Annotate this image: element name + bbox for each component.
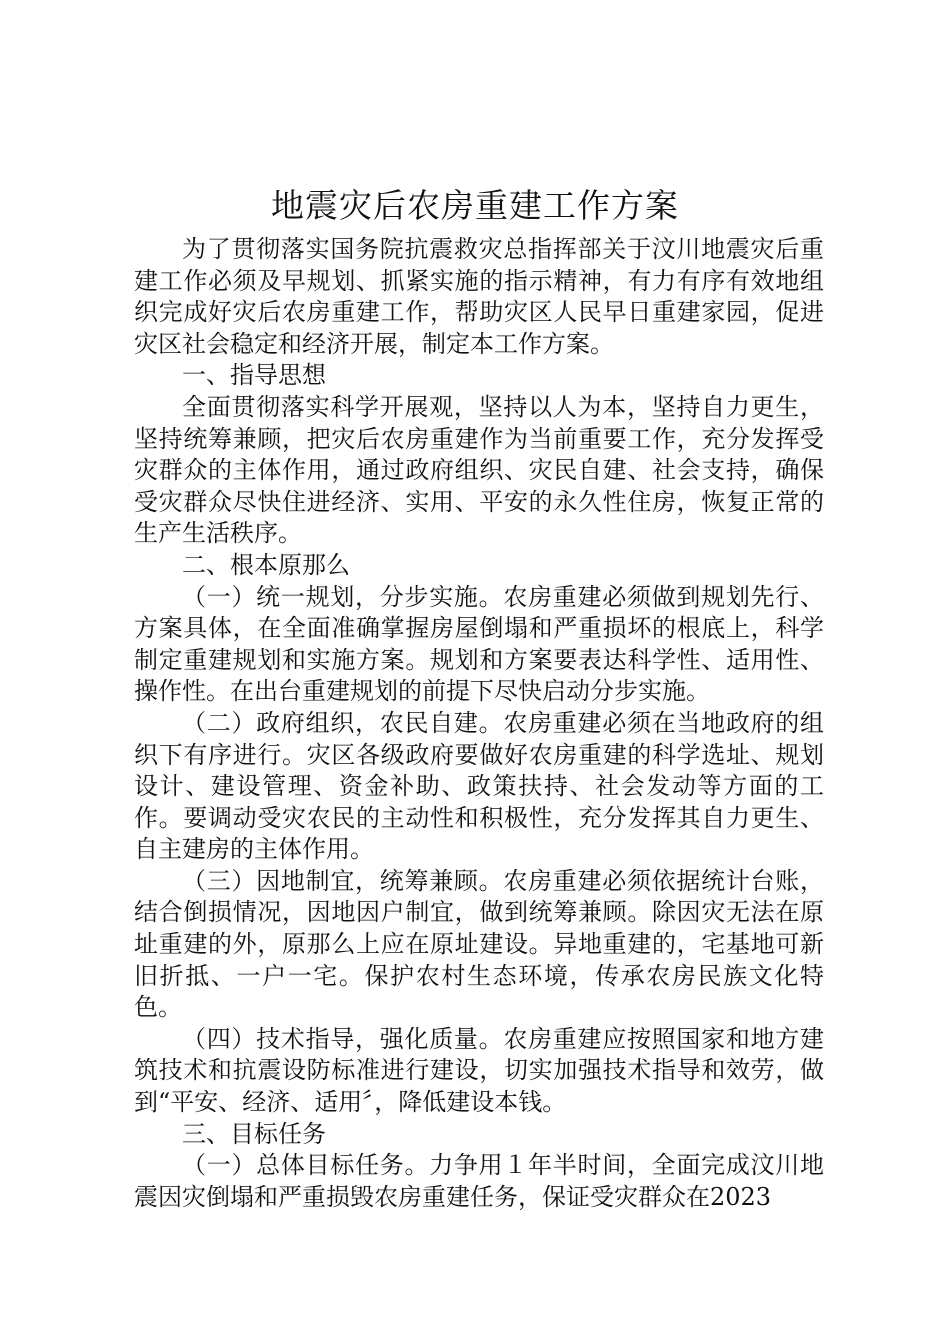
section-heading-guiding-ideology: 一、指导思想 bbox=[182, 361, 326, 390]
section-heading-basic-principles: 二、根本原那么 bbox=[182, 550, 350, 579]
principle-paragraph-1: （一）统一规划，分步实施。农房重建必须做到规划先行、方案具体，在全面准确掌握房屋倒塌和严重损坏的根底上，科学制定重建规划和实施方案。规划和方案要表达科学性、适用性、操作性。在出台重建规划的前提下尽快启动分步实施。 bbox=[134, 582, 824, 706]
intro-paragraph: 为了贯彻落实国务院抗震救灾总指挥部关于汶川地震灾后重建工作必须及早规划、抓紧实施的指示精神，有力有序有效地组织完成好灾后农房重建工作，帮助灾区人民早日重建家园，促进灾区社会稳定和经济开展，制定本工作方案。 bbox=[134, 235, 824, 358]
document-body bbox=[134, 234, 824, 1213]
section-heading-target-tasks: 三、目标任务 bbox=[182, 1119, 326, 1148]
principle-paragraph-4: （四）技术指导，强化质量。农房重建应按照国家和地方建筑技术和抗震设防标准进行建设，切实加强技术指导和效劳，做到“平安、经济、适用〞，降低建设本钱。 bbox=[134, 1024, 824, 1117]
principle-paragraph-3: （三）因地制宜，统筹兼顾。农房重建必须依据统计台账，结合倒损情况，因地因户制宜，做到统筹兼顾。除因灾无法在原址重建的外，原那么上应在原址建设。异地重建的，宅基地可新旧折抵、一户一宅。保护农村生态环境，传承农房民族文化特色。 bbox=[134, 866, 824, 1022]
document-title: 地震灾后农房重建工作方案 bbox=[271, 186, 679, 225]
principle-paragraph-2: （二）政府组织，农民自建。农房重建必须在当地政府的组织下有序进行。灾区各级政府要做好农房重建的科学选址、规划设计、建设管理、资金补助、政策扶持、社会发动等方面的工作。要调动受灾农民的主动性和积极性，充分发挥其自力更生、自主建房的主体作用。 bbox=[134, 708, 824, 864]
section-paragraph-guiding-ideology: 全面贯彻落实科学开展观，坚持以人为本，坚持自力更生，坚持统筹兼顾，把灾后农房重建作为当前重要工作，充分发挥受灾群众的主体作用，通过政府组织、灾民自建、社会支持，确保受灾群众尽快住进经济、实用、平安的永久性住房，恢复正常的生产生活秩序。 bbox=[134, 392, 824, 548]
target-paragraph-1: （一）总体目标任务。力争用１年半时间，全面完成汶川地震因灾倒塌和严重损毁农房重建任务，保证受灾群众在2023 bbox=[134, 1151, 824, 1211]
